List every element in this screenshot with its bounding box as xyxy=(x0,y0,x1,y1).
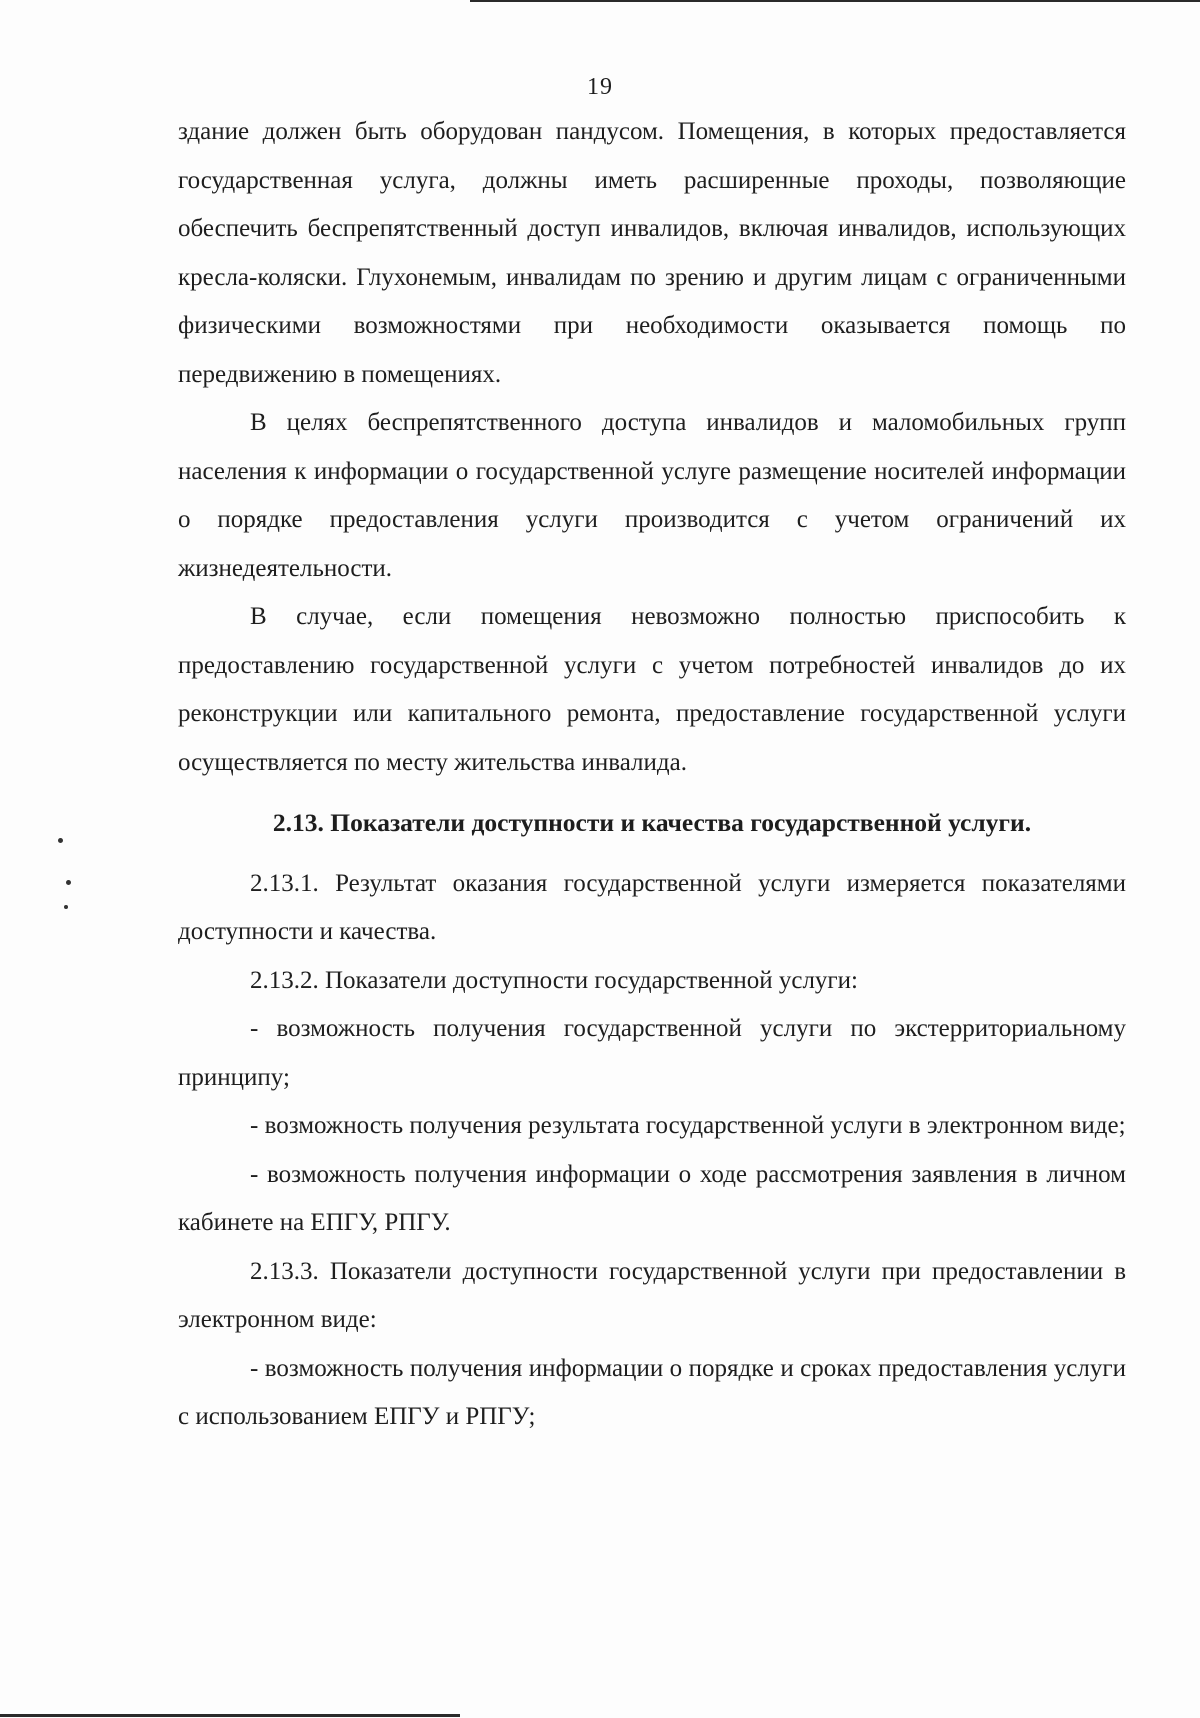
list-item: - возможность получения государственной услуги по экстерриториальному принципу; xyxy=(178,1015,1126,1091)
page-number: 19 xyxy=(587,74,613,100)
subsection-item: 2.13.1. Результат оказания государственной услуги измеряется показателями доступности и качества. xyxy=(178,869,1126,945)
paragraph: В целях беспрепятственного доступа инвалидов и маломобильных групп населения к информации о государственной услуге размещение носителей информации о порядке предоставления услуги производится с учетом ограничений их жизнедеятельности. xyxy=(178,409,1126,582)
list-item: - возможность получения результата государственной услуги в электронном виде; xyxy=(250,1112,1126,1139)
scan-speck xyxy=(66,880,71,885)
list-item: - возможность получения информации о ходе рассмотрения заявления в личном кабинете на ЕПГУ, РПГУ. xyxy=(178,1160,1126,1236)
paragraph: В случае, если помещения невозможно полностью приспособить к предоставлению государственной услуги с учетом потребностей инвалидов до их реконструкции или капитального ремонта, предоставление государственной услуги осуществляется по месту жительства инвалида. xyxy=(178,603,1126,776)
subsection-item: 2.13.2. Показатели доступности государственной услуги: xyxy=(250,966,859,994)
scan-speck xyxy=(64,905,68,909)
scan-edge-top xyxy=(470,0,1200,2)
list-item: - возможность получения информации о порядке и сроках предоставления услуги с использованием ЕПГУ и РПГУ; xyxy=(178,1354,1126,1430)
section-heading: 2.13. Показатели доступности и качества государственной услуги. xyxy=(272,808,1032,837)
scan-speck xyxy=(58,838,63,843)
paragraph-continued: здание должен быть оборудован пандусом. Помещения, в которых предоставляется государственная услуга, должны иметь расширенные проходы, позволяющие обеспечить беспрепятственный доступ инвалидов, включая инвалидов, использующих кресла-коляски. Глухонемым, инвалидам по зрению и другим лицам с ограниченными физическими возможностями при необходимости оказывается помощь по передвижению в помещениях. xyxy=(178,118,1126,388)
body-text xyxy=(178,108,1126,1442)
subsection-item: 2.13.3. Показатели доступности государственной услуги при предоставлении в электронном виде: xyxy=(178,1257,1126,1333)
scan-edge-bottom xyxy=(0,1714,460,1717)
